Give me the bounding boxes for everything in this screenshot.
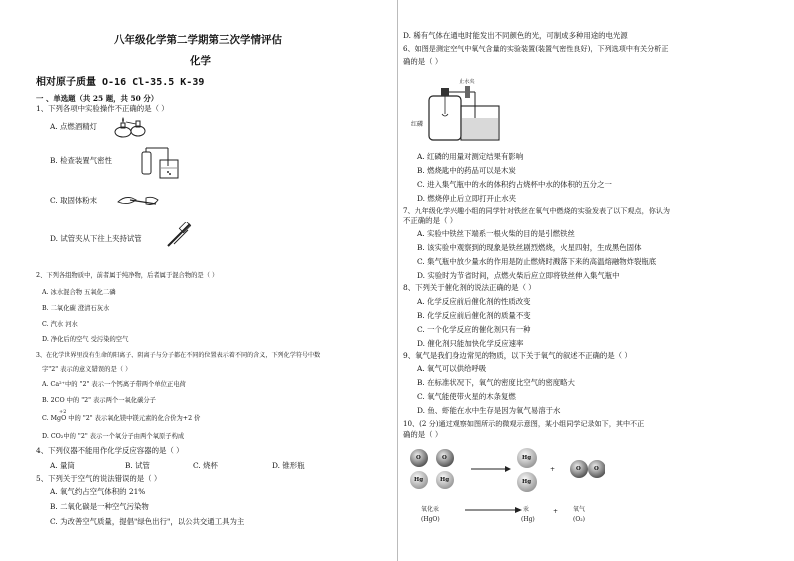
q4-option-c: C. 烧杯 bbox=[193, 461, 218, 470]
section-heading: 一 、单选题（共 25 题，共 50 分） bbox=[36, 94, 159, 103]
q3-option-b: B. 2CO 中的 "2" 表示两个一氧化碳分子 bbox=[42, 397, 156, 404]
q7-option-c: C. 集气瓶中放少量水的作用是防止燃烧时溅落下来的高温熔融物炸裂瓶底 bbox=[417, 257, 657, 266]
plus-sign: + bbox=[550, 466, 556, 473]
question-6-stem-line1: 6、如图是测定空气中氧气含量的实验装置(装置气密性良好)，下列选项中有关分析正 bbox=[403, 44, 669, 53]
q6-option-b: B. 燃烧匙中的药品可以是木炭 bbox=[417, 166, 516, 175]
question-7-stem-line1: 7、九年级化学兴趣小组的同学针对铁丝在氧气中燃烧的实验发表了以下观点，你认为 bbox=[403, 206, 670, 215]
q8-option-a: A. 化学反应前后催化剂的性质改变 bbox=[417, 297, 531, 306]
q4-option-b: B. 试管 bbox=[125, 461, 150, 470]
q8-option-d: D. 催化剂只能加快化学反应速率 bbox=[417, 339, 524, 348]
atom-o-1: O bbox=[416, 455, 421, 461]
q9-option-c: C. 氧气能使带火星的木条复燃 bbox=[417, 392, 516, 401]
name-o2: 氧气 bbox=[573, 506, 586, 513]
question-4-stem: 4、下列仪器不能用作化学反应容器的是（ ） bbox=[36, 446, 184, 455]
q2-option-c: C. 汽水 河水 bbox=[42, 321, 78, 328]
atom-o-3: O bbox=[576, 466, 581, 472]
q4-option-d: D. 锥形瓶 bbox=[272, 461, 305, 470]
atom-hg-1: Hg bbox=[414, 477, 424, 483]
powder-sampling-illustration bbox=[116, 190, 162, 210]
q2-option-b: B. 二氧化碳 澄清石灰水 bbox=[42, 305, 110, 312]
question-10-stem-line1: 10、(2 分)通过观察如图所示的微观示意图，某小组同学记录如下，其中不正 bbox=[403, 419, 645, 428]
atom-hg-2: Hg bbox=[440, 477, 450, 483]
q8-option-b: B. 化学反应前后催化剂的质量不变 bbox=[417, 311, 531, 320]
subject-title: 化学 bbox=[190, 55, 211, 67]
q1-option-a: A. 点燃酒精灯 bbox=[50, 122, 97, 131]
question-6-stem-line2: 确的是（ ） bbox=[403, 57, 443, 66]
hgo-decomposition-diagram bbox=[405, 444, 605, 496]
question-9-stem: 9、氧气是我们身边常见的物质，以下关于氧气的叙述不正确的是（ ） bbox=[403, 351, 632, 360]
q9-option-a: A. 氧气可以供给呼吸 bbox=[417, 364, 487, 373]
q5-option-a: A. 氧气约占空气体积的 21% bbox=[50, 487, 146, 496]
question-8-stem: 8、下列关于催化剂的说法正确的是（ ） bbox=[403, 283, 536, 292]
name-hg: 汞 bbox=[523, 506, 530, 513]
atomic-mass-line: 相对原子质量 O-16 Cl-35.5 K-39 bbox=[36, 77, 205, 88]
question-10-stem-line2: 确的是（ ） bbox=[403, 430, 443, 439]
name-hgo: 氧化汞 bbox=[421, 506, 440, 513]
q6-option-d: D. 燃烧停止后立即打开止水夹 bbox=[417, 194, 517, 203]
mg-valence-mark: +2 bbox=[59, 409, 67, 415]
exam-title: 八年级化学第二学期第三次学情评估 bbox=[114, 34, 282, 46]
atom-o-4: O bbox=[594, 466, 599, 472]
question-2-stem: 2、下列各组物质中，前者属于纯净物，后者属于混合物的是（ ） bbox=[36, 272, 219, 279]
q3-option-d: D. CO₂中的 "2" 表示一个氧分子由两个氧原子构成 bbox=[42, 433, 185, 440]
q3-option-c: C. MgO 中的 "2" 表示氧化镁中镁元素的化合价为+2 价 bbox=[42, 415, 201, 422]
red-phosphorus-label: 红磷 bbox=[411, 121, 424, 128]
q1-option-c: C. 取固体粉末 bbox=[50, 196, 98, 205]
question-1-stem: 1、下列各项中实验操作不正确的是（ ） bbox=[36, 104, 169, 113]
q5-option-d: D. 稀有气体在通电时能发出不同颜色的光，可制成多种用途的电光源 bbox=[403, 31, 628, 40]
q1-option-d: D. 试管夹从下往上夹持试管 bbox=[50, 234, 142, 243]
q4-option-a: A. 量筒 bbox=[50, 461, 75, 470]
right-column bbox=[397, 0, 794, 561]
q9-option-b: B. 在标准状况下，氧气的密度比空气的密度略大 bbox=[417, 378, 575, 387]
atom-o-2: O bbox=[442, 455, 447, 461]
plus-sign-names: + bbox=[553, 508, 559, 515]
q7-option-d: D. 实验时为节省时间，点燃火柴后应立即将铁丝伸入集气瓶中 bbox=[417, 271, 620, 280]
q9-option-d: D. 鱼、虾能在水中生存是因为氧气易溶于水 bbox=[417, 406, 561, 415]
q8-option-c: C. 一个化学反应的催化剂只有一种 bbox=[417, 325, 531, 334]
alcohol-lamp-illustration bbox=[113, 114, 149, 138]
atom-hg-4: Hg bbox=[522, 479, 532, 485]
q7-option-a: A. 实验中铁丝下端系一根火柴的目的是引燃铁丝 bbox=[417, 229, 575, 238]
question-7-stem-line2: 不正确的是（ ） bbox=[403, 216, 458, 225]
stopcock-label: 止水夹 bbox=[459, 79, 475, 85]
q2-option-d: D. 净化后的空气 受污染的空气 bbox=[42, 336, 129, 343]
q6-option-c: C. 进入集气瓶中的水的体积约占烧杯中水的体积的五分之一 bbox=[417, 180, 612, 189]
formula-hg: (Hg) bbox=[521, 516, 535, 523]
q5-option-b: B. 二氧化碳是一种空气污染物 bbox=[50, 502, 149, 511]
q2-option-a: A. 冰水混合物 五氧化二磷 bbox=[42, 289, 116, 296]
airtightness-test-illustration bbox=[138, 146, 186, 182]
formula-o2: (O₂) bbox=[573, 516, 586, 523]
q7-option-b: B. 该实验中观察到的现象是铁丝剧烈燃烧，火星四射，生成黑色固体 bbox=[417, 243, 642, 252]
atom-hg-3: Hg bbox=[522, 455, 532, 461]
question-5-stem: 5、下列关于空气的说法错误的是（ ） bbox=[36, 474, 162, 483]
test-tube-holder-illustration bbox=[164, 222, 194, 248]
q6-option-a: A. 红磷的用量对测定结果有影响 bbox=[417, 152, 524, 161]
question-3-stem-line1: 3、在化学世界里没有生命的阳离子、阴离子与分子都在不同的位置表示着不同的含义，下列化学符号中数 bbox=[36, 352, 321, 359]
q5-option-c: C. 为改善空气质量，提倡"绿色出行"，以公共交通工具为主 bbox=[50, 517, 245, 526]
formula-hgo: (HgO) bbox=[421, 516, 440, 523]
question-3-stem-line2: 字"2" 表示的意义错误的是（ ） bbox=[42, 366, 132, 373]
q1-option-b: B. 检查装置气密性 bbox=[50, 156, 112, 165]
reaction-arrow bbox=[465, 506, 523, 514]
q3-option-a: A. Ca²⁺中的 "2" 表示一个钙离子带两个单位正电荷 bbox=[42, 381, 186, 388]
